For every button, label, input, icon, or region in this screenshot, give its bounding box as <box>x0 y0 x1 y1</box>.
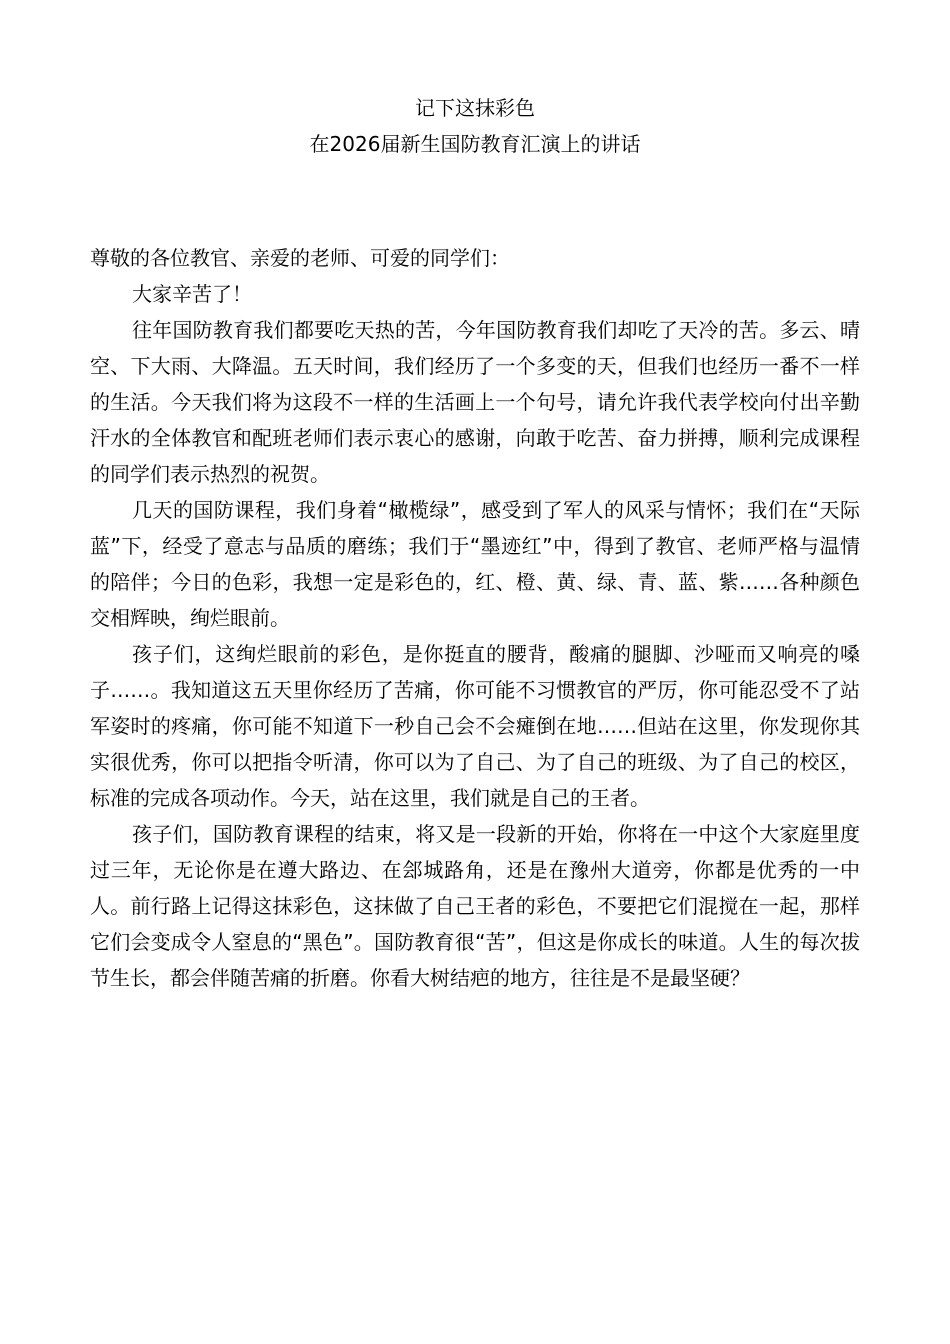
paragraph-1: 往年国防教育我们都要吃天热的苦，今年国防教育我们却吃了天冷的苦。多云、晴空、下大雨、大降温。五天时间，我们经历了一个多变的天，但我们也经历一番不一样的生活。今天我们将为这段不一样的生活画上一个句号，请允许我代表学校向付出辛勤汗水的全体教官和配班老师们表示衷心的感谢，向敢于吃苦、奋力拼搏，顺利完成课程的同学们表示热烈的祝贺。 <box>90 318 860 486</box>
document-title: 记下这抹彩色 <box>415 96 535 120</box>
paragraph-greeting: 大家辛苦了！ <box>132 282 252 306</box>
title-block <box>0 90 950 162</box>
paragraph-2: 几天的国防课程，我们身着“橄榄绿”，感受到了军人的风采与情怀；我们在“天际蓝”下，经受了意志与品质的磨练；我们于“墨迹红”中，得到了教官、老师严格与温情的陪伴；今日的色彩，我想一定是彩色的，红、橙、黄、绿、青、蓝、紫……各种颜色交相辉映，绚烂眼前。 <box>90 498 860 630</box>
document-body <box>90 240 860 996</box>
paragraph-4: 孩子们，国防教育课程的结束，将又是一段新的开始，你将在一中这个大家庭里度过三年，无论你是在遵大路边、在郐城路角，还是在豫州大道旁，你都是优秀的一中人。前行路上记得这抹彩色，这抹做了自己王者的彩色，不要把它们混搅在一起，那样它们会变成令人窒息的“黑色”。国防教育很“苦”，但这是你成长的味道。人生的每次拔节生长，都会伴随苦痛的折磨。你看大树结疤的地方，往往是不是最坚硬？ <box>90 822 860 990</box>
document-subtitle: 在2026届新生国防教育汇演上的讲话 <box>309 132 641 156</box>
paragraph-3: 孩子们，这绚烂眼前的彩色，是你挺直的腰背，酸痛的腿脚、沙哑而又响亮的嗓子……。我知道这五天里你经历了苦痛，你可能不习惯教官的严厉，你可能忍受不了站军姿时的疼痛，你可能不知道下一秒自己会不会瘫倒在地……但站在这里，你发现你其实很优秀，你可以把指令听清，你可以为了自己、为了自己的班级、为了自己的校区，标准的完成各项动作。今天，站在这里，我们就是自己的王者。 <box>90 642 860 810</box>
salutation: 尊敬的各位教官、亲爱的老师、可爱的同学们： <box>90 246 510 270</box>
